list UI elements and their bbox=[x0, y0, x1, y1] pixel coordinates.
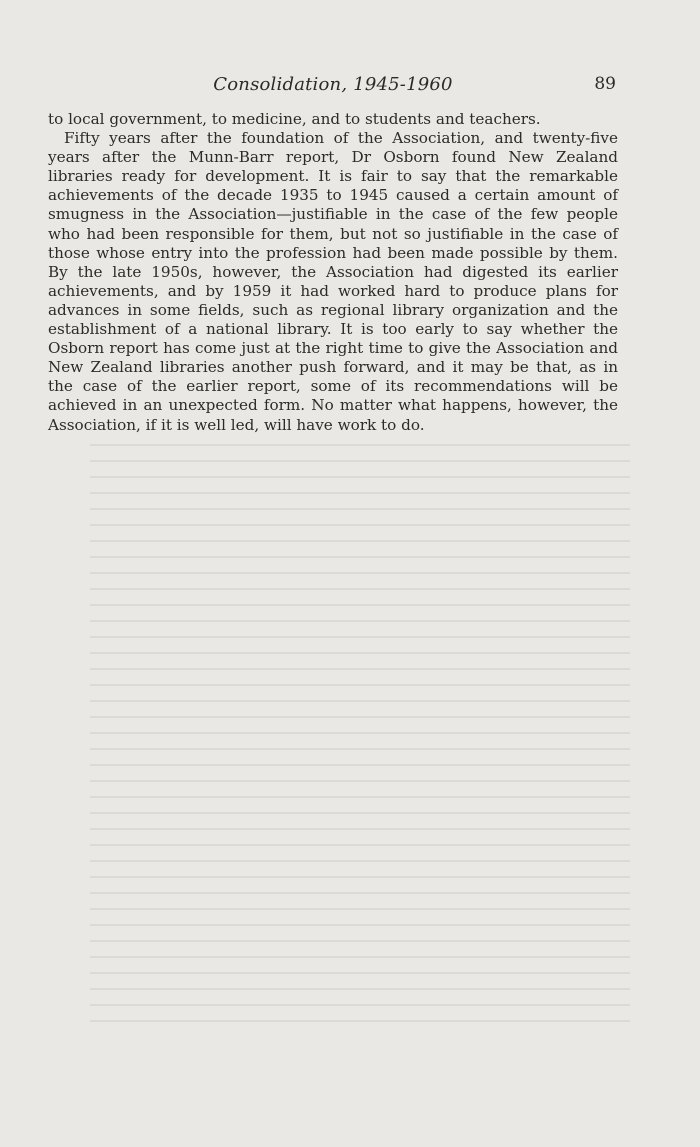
body-text bbox=[48, 110, 618, 435]
paragraph: Fifty years after the foundation of the Association, and twenty-five years after the Munn-Barr report, Dr Osborn found New Zealand libraries ready for development. It is fair to say that the remarkable achievements of the decade 1935 to 1945 caused a certain amount of smugness in the Association—justifiable in the case of the few people who had been responsible for them, but not so justifiable in the case of those whose entry into the profession had been made possible by them. By the late 1950s, however, the Association had digested its earlier achievements, and by 1959 it had worked hard to produce plans for advances in some fields, such as regional library organization and the establishment of a national library. It is too early to say whether the Osborn report has come just at the right time to give the Association and New Zealand libraries another push forward, and it may be that, as in the case of the earlier report, some of its recommendations will be achieved in an unexpected form. No matter what happens, however, the Association, if it is well led, will have work to do. bbox=[48, 129, 618, 434]
continuation-line: to local government, to medicine, and to students and teachers. bbox=[48, 110, 541, 128]
running-title: Consolidation, 1945-1960 bbox=[213, 74, 453, 95]
running-head bbox=[48, 74, 618, 102]
show-through-bleed bbox=[90, 430, 630, 1030]
page-number: 89 bbox=[594, 74, 616, 94]
